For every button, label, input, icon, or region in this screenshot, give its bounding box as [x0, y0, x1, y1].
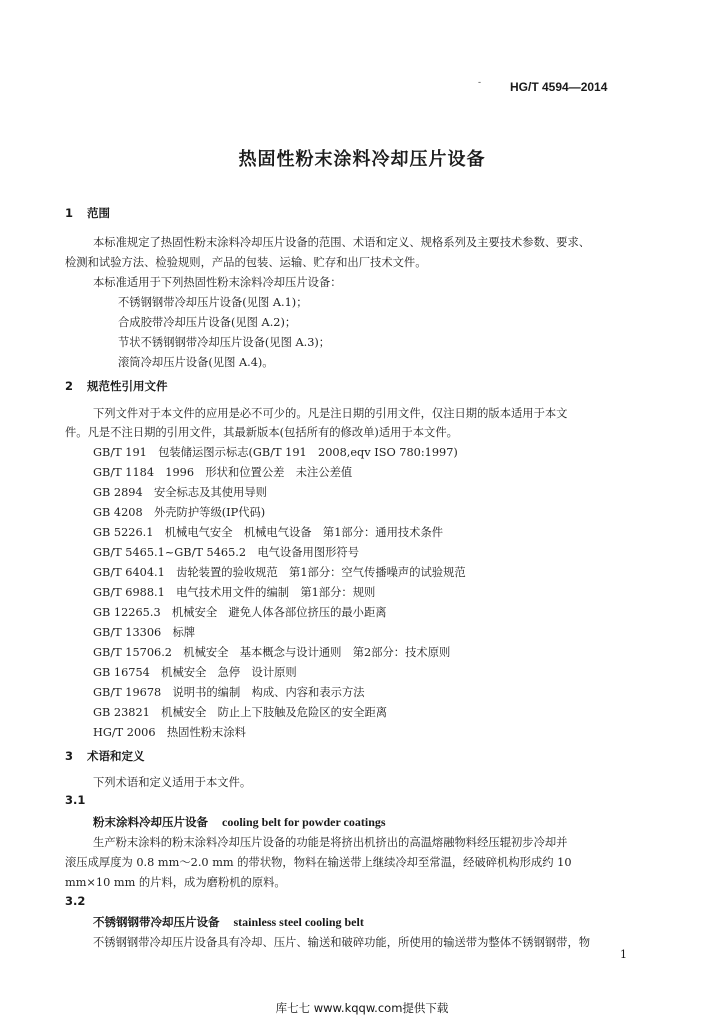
paragraph: 滚压成厚度为 0.8 mm～2.0 mm 的带状物，物料在输送带上继续冷却至常温，经破碎机构形成约 10 — [65, 856, 572, 869]
reference-item: GB 12265.3 机械安全 避免人体各部位挤压的最小距离 — [93, 606, 387, 619]
document-title: 热固性粉末涂料冷却压片设备 — [238, 149, 486, 170]
reference-item: GB/T 5465.1~GB/T 5465.2 电气设备用图形符号 — [93, 546, 360, 559]
reference-item: HG/T 2006 热固性粉末涂料 — [93, 726, 246, 739]
clause-number: 3.1 — [65, 793, 86, 807]
section-number: 1 — [65, 206, 74, 220]
section-title: 范围 — [87, 206, 110, 220]
term-zh: 粉末涂料冷却压片设备 — [93, 815, 208, 829]
reference-item: GB/T 191 包装储运图示标志(GB/T 191 2008,eqv ISO 780:1997) — [93, 446, 458, 459]
reference-item: GB 5226.1 机械电气安全 机械电气设备 第1部分：通用技术条件 — [93, 526, 444, 539]
reference-item: GB 4208 外壳防护等级(IP代码) — [93, 506, 266, 519]
term-heading — [93, 914, 364, 930]
reference-item: GB/T 1184 1996 形状和位置公差 未注公差值 — [93, 466, 353, 479]
footer-download-note: 库七七 www.kqqw.com提供下载 — [275, 1001, 449, 1015]
reference-item: GB/T 13306 标牌 — [93, 626, 196, 639]
section-title: 规范性引用文件 — [87, 379, 168, 393]
section-number: 2 — [65, 379, 74, 393]
reference-item: GB 23821 机械安全 防止上下肢触及危险区的安全距离 — [93, 706, 388, 719]
paragraph: 本标准适用于下列热固性粉末涂料冷却压片设备： — [93, 276, 342, 289]
section-number: 3 — [65, 749, 74, 763]
clause-number: 3.2 — [65, 894, 86, 908]
list-item: 滚筒冷却压片设备(见图 A.4)。 — [118, 356, 274, 369]
list-item: 不锈钢钢带冷却压片设备(见图 A.1)； — [118, 296, 308, 309]
term-en: cooling belt for powder coatings — [222, 815, 386, 829]
section-3-heading — [65, 748, 145, 764]
paragraph: 下列文件对于本文件的应用是必不可少的。凡是注日期的引用文件，仅注日期的版本适用于本文 — [93, 407, 568, 420]
reference-item: GB/T 6988.1 电气技术用文件的编制 第1部分：规则 — [93, 586, 376, 599]
paragraph: 本标准规定了热固性粉末涂料冷却压片设备的范围、术语和定义、规格系列及主要技术参数、要求、 — [93, 236, 591, 249]
reference-item: GB/T 6404.1 齿轮装置的验收规范 第1部分：空气传播噪声的试验规范 — [93, 566, 466, 579]
paragraph: 检测和试验方法、检验规则，产品的包装、运输、贮存和出厂技术文件。 — [65, 256, 427, 269]
reference-item: GB/T 19678 说明书的编制 构成、内容和表示方法 — [93, 686, 365, 699]
section-title: 术语和定义 — [87, 749, 145, 763]
term-zh: 不锈钢钢带冷却压片设备 — [93, 915, 220, 929]
paragraph: 生产粉末涂料的粉末涂料冷却压片设备的功能是将挤出机挤出的高温熔融物料经压辊初步冷却并 — [93, 836, 568, 849]
list-item: 节状不锈钢钢带冷却压片设备(见图 A.3)； — [118, 336, 331, 349]
reference-item: GB/T 15706.2 机械安全 基本概念与设计通则 第2部分：技术原则 — [93, 646, 451, 659]
section-2-heading — [65, 378, 168, 394]
paragraph: mm×10 mm 的片料，成为磨粉机的原料。 — [65, 876, 286, 889]
term-en: stainless steel cooling belt — [233, 915, 364, 929]
page-number: 1 — [620, 948, 627, 961]
list-item: 合成胶带冷却压片设备(见图 A.2)； — [118, 316, 297, 329]
section-1-heading — [65, 205, 110, 221]
term-heading — [93, 814, 386, 830]
reference-item: GB 16754 机械安全 急停 设计原则 — [93, 666, 297, 679]
paragraph: 件。凡是不注日期的引用文件，其最新版本(包括所有的修改单)适用于本文件。 — [65, 426, 458, 439]
standard-number: HG/T 4594—2014 — [510, 80, 608, 94]
paragraph: 下列术语和定义适用于本文件。 — [93, 776, 252, 789]
header-mark: - — [478, 78, 482, 88]
paragraph: 不锈钢钢带冷却压片设备具有冷却、压片、输送和破碎功能，所使用的输送带为整体不锈钢钢带，物 — [93, 936, 591, 949]
reference-item: GB 2894 安全标志及其使用导则 — [93, 486, 267, 499]
